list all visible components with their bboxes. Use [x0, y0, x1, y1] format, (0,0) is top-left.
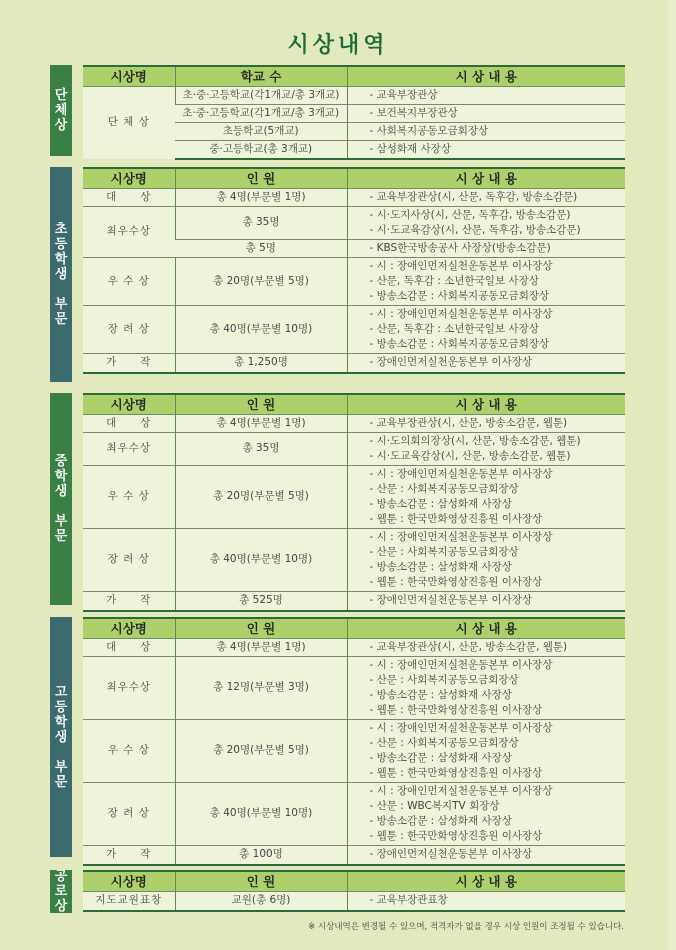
headcount-cell: 총 4명(부문별 1명) — [175, 638, 347, 656]
table-row — [83, 719, 625, 782]
award-content-line: - 방송소감문 : 삼성화재 사장상 — [369, 814, 512, 827]
award-content-line: - 산문, 독후감 : 소년한국일보 사장상 — [369, 322, 539, 335]
headcount-cell: 총 12명(부문별 3명) — [175, 656, 347, 719]
table-row — [83, 782, 625, 845]
table-row — [83, 845, 625, 865]
award-content-line: - 교육부장관상(시, 산문, 독후감, 방송소감문) — [369, 190, 578, 203]
award-content-line: - 교육부장관상(시, 산문, 방송소감문, 웹툰) — [369, 640, 568, 653]
header-award-content: 시 상 내 용 — [347, 168, 625, 188]
award-content-line: - 방송소감문 : 삼성화재 사장상 — [369, 497, 512, 510]
headcount-cell: 총 35명 — [175, 432, 347, 465]
header-headcount: 인 원 — [175, 168, 347, 188]
headcount-cell: 교원(총 6명) — [175, 891, 347, 911]
headcount-cell: 총 5명 — [175, 239, 347, 257]
award-name-cell: 단 체 상 — [83, 86, 175, 159]
award-content-line: - 방송소감문 : 삼성화재 사장상 — [369, 688, 512, 701]
award-content-line: - 시 : 장애인먼저실천운동본부 이사장상 — [369, 721, 553, 734]
award-content-line: - 산문 : 사회복지공동모금회장상 — [369, 482, 519, 495]
header-award-content: 시 상 내 용 — [347, 394, 625, 414]
award-name-cell: 최우수상 — [83, 432, 175, 465]
middle-table — [83, 393, 625, 612]
award-name-cell: 가 작 — [83, 353, 175, 373]
award-content-line: - 웹툰 : 한국만화영상진흥원 이사장상 — [369, 703, 543, 716]
section-label-middle — [50, 393, 72, 605]
table-row — [83, 305, 625, 353]
award-content-line: - 시 : 장애인먼저실천운동본부 이사장상 — [369, 784, 553, 797]
header-school-count: 학교 수 — [175, 66, 347, 86]
award-content-line: - KBS한국방송공사 사장상(방송소감문) — [369, 241, 551, 254]
header-award-content: 시 상 내 용 — [347, 618, 625, 638]
page-edge-strip — [668, 0, 676, 950]
award-content-cell: - 사회복지공동모금회장상 — [347, 122, 625, 140]
section-label-group-award — [50, 65, 72, 156]
award-name-cell: 장 려 상 — [83, 305, 175, 353]
section-label-text: 초 등 학 생 부 문 — [54, 222, 68, 327]
school-count-cell: 중·고등학교(총 3개교) — [175, 140, 347, 159]
headcount-cell: 총 20명(부문별 5명) — [175, 257, 347, 305]
section-label-elementary — [50, 167, 72, 382]
award-name-cell: 우 수 상 — [83, 257, 175, 305]
award-content-cell — [347, 414, 625, 432]
elementary-table — [83, 167, 625, 374]
header-headcount: 인 원 — [175, 871, 347, 891]
table-row — [83, 656, 625, 719]
header-award-name: 시상명 — [83, 66, 175, 86]
table-row — [83, 591, 625, 611]
award-name-cell: 대 상 — [83, 188, 175, 206]
table-row — [83, 257, 625, 305]
headcount-cell: 총 20명(부문별 5명) — [175, 719, 347, 782]
award-content-line: - 장애인먼저실천운동본부 이사장상 — [369, 356, 533, 369]
high-table — [83, 617, 625, 866]
award-content-cell — [347, 782, 625, 845]
award-content-line: - 시·도지사상(시, 산문, 독후감, 방송소감문) — [369, 208, 571, 221]
award-name-cell: 최우수상 — [83, 206, 175, 257]
award-content-cell — [347, 353, 625, 373]
award-name-cell: 지도교원표창 — [83, 891, 175, 911]
merit-table — [83, 870, 625, 912]
award-content-line: - 시 : 장애인먼저실천운동본부 이사장상 — [369, 259, 553, 272]
section-label-text: 고 등 학 생 부 문 — [54, 684, 68, 790]
header-award-content: 시 상 내 용 — [347, 66, 625, 86]
award-content-line: - 시·도교육감상(시, 산문, 방송소감문, 웹툰) — [369, 449, 571, 462]
header-headcount: 인 원 — [175, 394, 347, 414]
award-content-cell — [347, 719, 625, 782]
headcount-cell: 총 40명(부문별 10명) — [175, 305, 347, 353]
award-content-cell: - 교육부장관상 — [347, 86, 625, 104]
table-row — [83, 206, 625, 239]
award-content-line: - 웹툰 : 한국만화영상진흥원 이사장상 — [369, 766, 543, 779]
award-content-cell — [347, 257, 625, 305]
award-name-cell: 장 려 상 — [83, 782, 175, 845]
header-award-name: 시상명 — [83, 168, 175, 188]
headcount-cell: 총 525명 — [175, 591, 347, 611]
award-content-cell: - 삼성화재 사장상 — [347, 140, 625, 159]
award-content-cell — [347, 656, 625, 719]
table-row — [83, 465, 625, 528]
award-content-cell — [347, 432, 625, 465]
page-title: 시상내역 — [287, 33, 389, 58]
section-label-text: 중 학 생 부 문 — [54, 454, 68, 544]
award-content-cell — [347, 591, 625, 611]
table-row — [83, 891, 625, 911]
headcount-cell: 총 40명(부문별 10명) — [175, 782, 347, 845]
award-content-line: - 방송소감문 : 사회복지공동모금회장상 — [369, 289, 550, 302]
award-content-line: - 교육부장관상(시, 산문, 방송소감문, 웹툰) — [369, 416, 568, 429]
award-content-line: - 방송소감문 : 사회복지공동모금회장상 — [369, 337, 550, 350]
table-row — [83, 638, 625, 656]
school-count-cell: 초·중·고등학교(각1개교/총 3개교) — [175, 104, 347, 122]
award-content-line: - 교육부장관표창 — [369, 894, 448, 907]
award-content-line: - 산문 : 사회복지공동모금회장상 — [369, 545, 519, 558]
award-content-cell — [347, 845, 625, 865]
section-label-high — [50, 617, 72, 857]
award-content-cell — [347, 239, 625, 257]
footnote: ※ 시상내역은 변경될 수 있으며, 적격자가 없을 경우 시상 인원이 조정될 수 있습니다. — [308, 922, 624, 932]
header-award-name: 시상명 — [83, 394, 175, 414]
award-content-line: - 산문 : WBC복지TV 회장상 — [369, 799, 500, 812]
table-row — [83, 528, 625, 591]
table-row — [83, 188, 625, 206]
award-content-line: - 시 : 장애인먼저실천운동본부 이사장상 — [369, 658, 553, 671]
header-award-name: 시상명 — [83, 871, 175, 891]
table-row — [83, 414, 625, 432]
award-content-line: - 방송소감문 : 삼성화재 사장상 — [369, 751, 512, 764]
school-count-cell: 초·중·고등학교(각1개교/총 3개교) — [175, 86, 347, 104]
table-row — [83, 432, 625, 465]
section-label-merit — [50, 870, 72, 913]
award-name-cell: 가 작 — [83, 845, 175, 865]
table-row — [83, 353, 625, 373]
headcount-cell: 총 1,250명 — [175, 353, 347, 373]
header-award-name: 시상명 — [83, 618, 175, 638]
award-content-cell — [347, 638, 625, 656]
header-award-content: 시 상 내 용 — [347, 871, 625, 891]
award-content-cell — [347, 465, 625, 528]
section-label-text: 단 체 상 — [54, 88, 68, 133]
award-name-cell: 우 수 상 — [83, 465, 175, 528]
group-award-table — [83, 65, 625, 160]
award-content-cell — [347, 305, 625, 353]
award-content-line: - 시 : 장애인먼저실천운동본부 이사장상 — [369, 307, 553, 320]
headcount-cell: 총 35명 — [175, 206, 347, 239]
award-content-cell: - 보건복지부장관상 — [347, 104, 625, 122]
award-content-line: - 시 : 장애인먼저실천운동본부 이사장상 — [369, 467, 553, 480]
headcount-cell: 총 4명(부문별 1명) — [175, 188, 347, 206]
award-content-line: - 웹툰 : 한국만화영상진흥원 이사장상 — [369, 512, 543, 525]
header-headcount: 인 원 — [175, 618, 347, 638]
award-content-line: - 방송소감문 : 삼성화재 사장상 — [369, 560, 512, 573]
award-name-cell: 장 려 상 — [83, 528, 175, 591]
award-content-line: - 웹툰 : 한국만화영상진흥원 이사장상 — [369, 575, 543, 588]
award-content-line: - 산문 : 사회복지공동모금회장상 — [369, 736, 519, 749]
headcount-cell: 총 20명(부문별 5명) — [175, 465, 347, 528]
award-content-line: - 시 : 장애인먼저실천운동본부 이사장상 — [369, 530, 553, 543]
headcount-cell: 총 40명(부문별 10명) — [175, 528, 347, 591]
section-label-text: 공 로 상 — [54, 869, 68, 914]
award-name-cell: 최우수상 — [83, 656, 175, 719]
award-content-cell — [347, 206, 625, 239]
award-content-line: - 산문, 독후감 : 소년한국일보 사장상 — [369, 274, 539, 287]
award-content-cell — [347, 891, 625, 911]
award-content-line: - 장애인먼저실천운동본부 이사장상 — [369, 594, 533, 607]
award-content-cell — [347, 188, 625, 206]
award-content-line: - 시·도교육감상(시, 산문, 독후감, 방송소감문) — [369, 223, 581, 236]
school-count-cell: 초등학교(5개교) — [175, 122, 347, 140]
award-name-cell: 대 상 — [83, 414, 175, 432]
headcount-cell: 총 4명(부문별 1명) — [175, 414, 347, 432]
headcount-cell: 총 100명 — [175, 845, 347, 865]
award-content-line: - 시·도의회의장상(시, 산문, 방송소감문, 웹툰) — [369, 434, 581, 447]
award-content-line: - 장애인먼저실천운동본부 이사장상 — [369, 848, 533, 861]
award-name-cell: 가 작 — [83, 591, 175, 611]
award-content-cell — [347, 528, 625, 591]
award-name-cell: 대 상 — [83, 638, 175, 656]
award-name-cell: 우 수 상 — [83, 719, 175, 782]
award-content-line: - 산문 : 사회복지공동모금회장상 — [369, 673, 519, 686]
award-content-line: - 웹툰 : 한국만화영상진흥원 이사장상 — [369, 829, 543, 842]
